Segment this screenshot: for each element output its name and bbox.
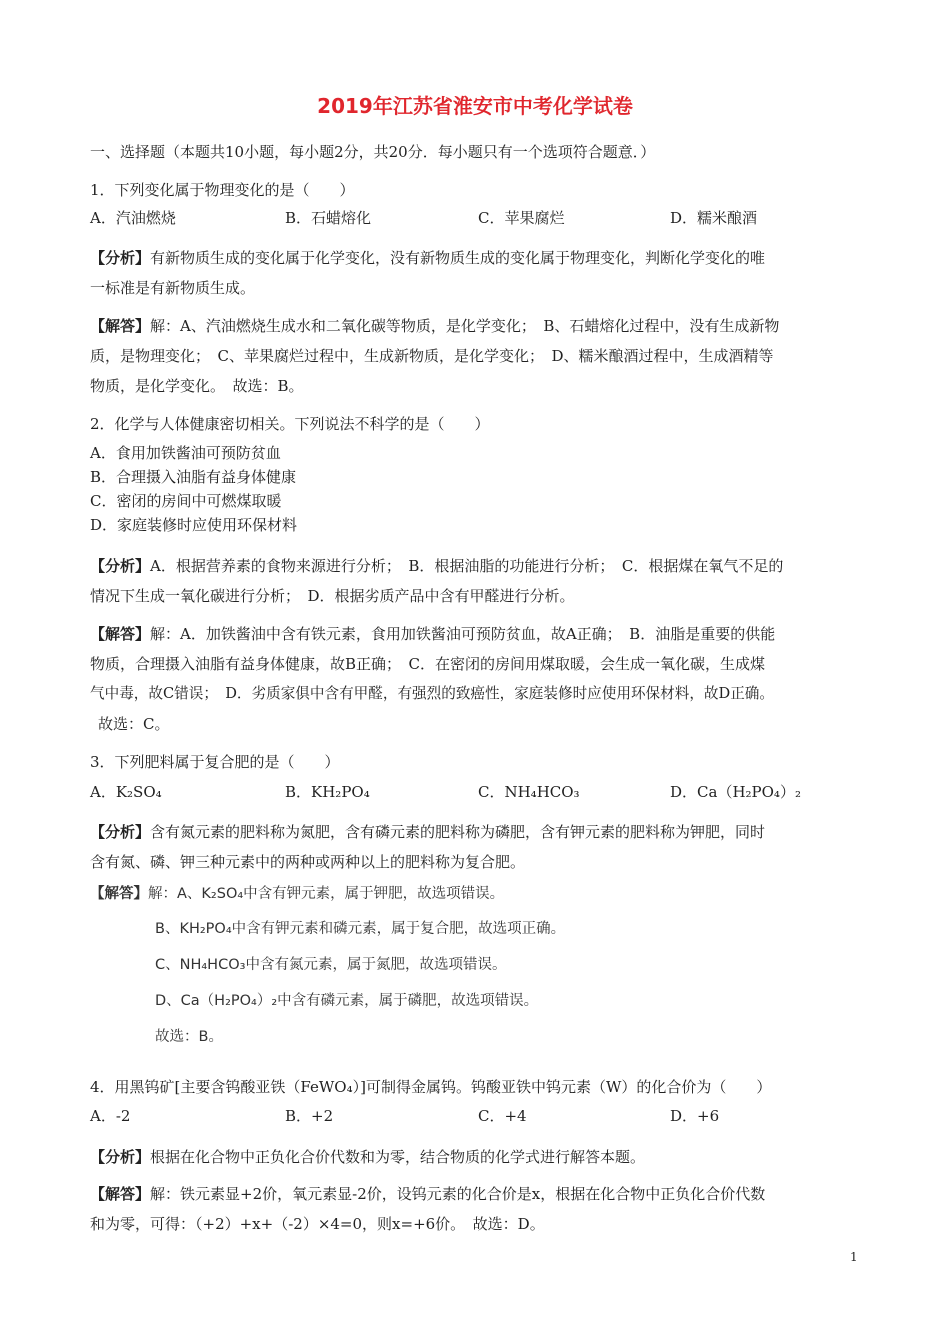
q1-option-a: A．汽油燃烧 (90, 209, 176, 227)
q3-option-a: A．K₂SO₄ (90, 783, 162, 801)
q3-option-b: B．KH₂PO₄ (285, 783, 370, 801)
q2-stem: 2．化学与人体健康密切相关。下列说法不科学的是（ ） (90, 415, 490, 433)
q1-answer-line-2: 质，是物理变化； C、苹果腐烂过程中，生成新物质，是化学变化； D、糯米酿酒过程中，生成酒精等 (90, 347, 774, 365)
answer-tag: 【解答】 (90, 625, 151, 643)
q2-option-a: A．食用加铁酱油可预防贫血 (90, 444, 281, 462)
q3-answer (90, 884, 504, 904)
q4-answer-line-1: 解：铁元素显+2价，氧元素显-2价，设钨元素的化合价是x，根据在化合物中正负化合价代数 (150, 1185, 766, 1203)
q1-option-c: C．苹果腐烂 (478, 209, 565, 227)
q3-answer-line-5: 故选：B。 (155, 1029, 223, 1045)
answer-tag: 【解答】 (90, 317, 151, 335)
answer-tag: 【解答】 (90, 1185, 151, 1203)
q2-analysis-line-1: A．根据营养素的食物来源进行分析； B．根据油脂的功能进行分析； C．根据煤在氧气不足的 (150, 557, 784, 575)
exam-title: 2019年江苏省淮安市中考化学试卷 (317, 94, 633, 118)
q3-option-c: C．NH₄HCO₃ (478, 783, 580, 801)
q3-analysis (90, 822, 765, 842)
q2-answer-line-4: 故选：C。 (98, 715, 170, 733)
q2-analysis (90, 556, 783, 576)
analysis-tag: 【分析】 (90, 823, 151, 841)
q4-options (90, 1106, 860, 1126)
section-heading: 一、选择题（本题共10小题，每小题2分，共20分．每小题只有一个选项符合题意．） (90, 143, 656, 161)
q4-option-c: C．+4 (478, 1107, 527, 1125)
q2-answer-line-3: 气中毒，故C错误； D．劣质家俱中含有甲醛，有强烈的致癌性，家庭装修时应使用环保材料，故D正确。 (90, 685, 774, 702)
q1-stem: 1．下列变化属于物理变化的是（ ） (90, 181, 355, 199)
q4-option-b: B．+2 (285, 1107, 334, 1125)
q4-answer-line-2: 和为零，可得：（+2）+x+（-2）×4=0，则x=+6价。 故选：D。 (90, 1215, 545, 1233)
q3-analysis-line-2: 含有氮、磷、钾三种元素中的两种或两种以上的肥料称为复合肥。 (90, 853, 526, 871)
q1-answer (90, 316, 779, 336)
q1-option-d: D．糯米酿酒 (670, 209, 758, 227)
analysis-tag: 【分析】 (90, 249, 151, 267)
q3-options (90, 782, 860, 802)
q3-stem: 3．下列肥料属于复合肥的是（ ） (90, 753, 340, 771)
analysis-tag: 【分析】 (90, 557, 151, 575)
q1-analysis-line-2: 一标准是有新物质生成。 (90, 279, 256, 297)
q2-option-c: C．密闭的房间中可燃煤取暖 (90, 492, 282, 510)
q2-option-d: D．家庭装修时应使用环保材料 (90, 516, 298, 534)
q3-answer-line-2: B、KH₂PO₄中含有钾元素和磷元素，属于复合肥，故选项正确。 (155, 921, 566, 937)
q3-analysis-line-1: 含有氮元素的肥料称为氮肥，含有磷元素的肥料称为磷肥，含有钾元素的肥料称为钾肥，同时 (150, 823, 766, 841)
q2-option-b: B．合理摄入油脂有益身体健康 (90, 468, 297, 486)
q1-answer-line-1: 解：A、汽油燃烧生成水和二氧化碳等物质，是化学变化； B、石蜡熔化过程中，没有生成新物 (150, 317, 780, 335)
q4-option-d: D．+6 (670, 1107, 720, 1125)
q2-answer-line-1: 解：A．加铁酱油中含有铁元素，食用加铁酱油可预防贫血，故A正确； B．油脂是重要的供能 (150, 625, 776, 643)
q3-option-d: D．Ca（H₂PO₄）₂ (670, 783, 801, 801)
q2-analysis-line-2: 情况下生成一氧化碳进行分析； D．根据劣质产品中含有甲醛进行分析。 (90, 587, 575, 605)
q1-answer-line-3: 物质，是化学变化。 故选：B。 (90, 377, 304, 395)
q4-analysis (90, 1147, 645, 1167)
q4-analysis-line-1: 根据在化合物中正负化合价代数和为零，结合物质的化学式进行解答本题。 (150, 1148, 646, 1166)
q3-answer-line-4: D、Ca（H₂PO₄）₂中含有磷元素，属于磷肥，故选项错误。 (155, 993, 539, 1009)
q4-answer (90, 1184, 765, 1204)
analysis-tag: 【分析】 (90, 1148, 151, 1166)
q1-options (90, 208, 860, 228)
q2-answer-line-2: 物质，合理摄入油脂有益身体健康，故B正确； C．在密闭的房间用煤取暖，会生成一氧化碳，生成煤 (90, 655, 766, 673)
q4-stem: 4．用黑钨矿[主要含钨酸亚铁（FeWO₄）]可制得金属钨。钨酸亚铁中钨元素（W）的化合价为（ ） (90, 1078, 772, 1096)
q3-answer-line-1: 解：A、K₂SO₄中含有钾元素，属于钾肥，故选项错误。 (148, 886, 505, 902)
q1-option-b: B．石蜡熔化 (285, 209, 372, 227)
q4-option-a: A．-2 (90, 1107, 131, 1125)
q2-answer (90, 624, 775, 644)
q1-analysis (90, 248, 765, 268)
page-number: 1 (850, 1250, 858, 1264)
q3-answer-line-3: C、NH₄HCO₃中含有氮元素，属于氮肥，故选项错误。 (155, 957, 507, 973)
answer-tag: 【解答】 (90, 886, 148, 902)
q1-analysis-line-1: 有新物质生成的变化属于化学变化，没有新物质生成的变化属于物理变化，判断化学变化的唯 (150, 249, 766, 267)
